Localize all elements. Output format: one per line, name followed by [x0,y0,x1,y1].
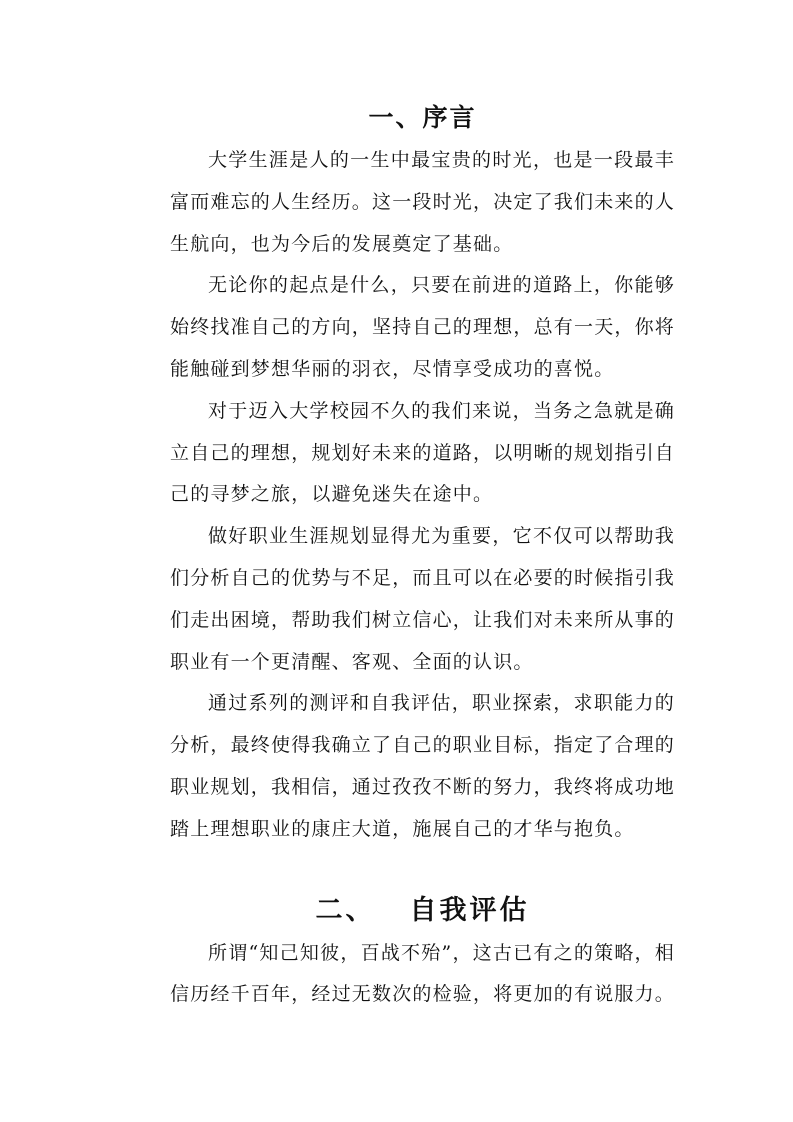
section-title-self-assessment [170,889,675,933]
paragraph: 通过系列的测评和自我评估，职业探索，求职能力的分析，最终使得我确立了自己的职业目标，指定了合理的职业规划，我相信，通过孜孜不断的努力，我终将成功地踏上理想职业的康庄大道，施展自己的才华与抱负。 [170,692,676,840]
paragraph: 做好职业生涯规划显得尤为重要，它不仅可以帮助我们分析自己的优势与不足，而且可以在必要的时候指引我们走出困境，帮助我们树立信心，让我们对未来所从事的职业有一个更清醒、客观、全面的认识。 [170,525,676,673]
document-content [170,96,675,1016]
paragraph: 无论你的起点是什么，只要在前进的道路上，你能够始终找准自己的方向，坚持自己的理想，总有一天，你将能触碰到梦想华丽的羽衣，尽情享受成功的喜悦。 [170,274,676,380]
section-heading-text: 自我评估 [409,894,530,926]
section-title-preface: 一、序言 [368,103,477,132]
paragraph: 大学生涯是人的一生中最宝贵的时光，也是一段最丰富而难忘的人生经历。这一段时光，决定了我们未来的人生航向，也为今后的发展奠定了基础。 [170,149,676,255]
paragraph: 对于迈入大学校园不久的我们来说，当务之急就是确立自己的理想，规划好未来的道路，以明晰的规划指引自己的寻梦之旅，以避免迷失在途中。 [170,399,676,506]
section-number: 二、 [315,894,376,926]
paragraph: 所谓“知己知彼，百战不殆”，这古已有之的策略，相信历经千百年，经过无数次的检验，将更加的有说服力。 [170,941,676,1006]
